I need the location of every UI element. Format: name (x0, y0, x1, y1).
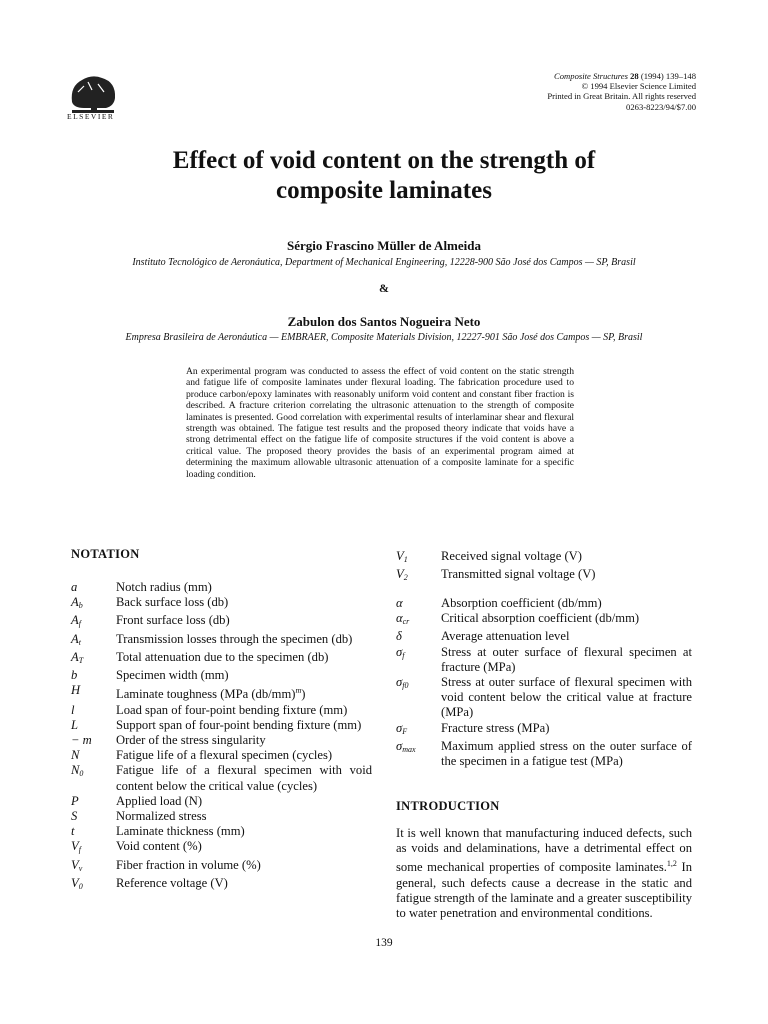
notation-symbol: δ (396, 629, 402, 644)
notation-definition: Total attenuation due to the specimen (db) (116, 649, 329, 664)
introduction-heading: INTRODUCTION (396, 799, 500, 813)
notation-entry (71, 718, 372, 733)
journal-year-pages: (1994) 139–148 (638, 71, 696, 81)
notation-symbol: $A_t$ (71, 631, 81, 647)
notation-entry (396, 567, 692, 585)
notation-definition: Transmitted signal voltage (V) (441, 567, 596, 582)
notation-entry (396, 596, 692, 611)
article-title (0, 146, 768, 206)
copyright: © 1994 Elsevier Science Limited (581, 81, 696, 92)
affiliation-1: Instituto Tecnológico de Aeronáutica, Department of Mechanical Engineering, 12228-900 São José dos Campos — SP, Brasil (132, 257, 636, 268)
notation-definition: Front surface loss (db) (116, 613, 230, 628)
notation-entry (71, 876, 372, 894)
author-2: Zabulon dos Santos Nogueira Neto (287, 314, 481, 329)
notation-entry (396, 629, 692, 644)
notation-entry (396, 645, 692, 675)
notation-symbol: L (71, 717, 79, 732)
notation-definition: Stress at outer surface of flexural specimen with void content below the critical value at fracture (MPa) (441, 675, 692, 720)
notation-entry (71, 703, 372, 718)
notation-definition: Absorption coefficient (db/mm) (441, 596, 602, 610)
notation-definition: Fiber fraction in volume (%) (116, 857, 261, 872)
notation-heading: NOTATION (71, 547, 140, 561)
notation-symbol: b (71, 668, 78, 683)
notation-definition: Laminate toughness (MPa $(db/mm)^m$) (116, 686, 306, 702)
notation-entry (396, 611, 692, 629)
notation-symbol: t (71, 824, 75, 839)
notation-entry (71, 824, 372, 839)
notation-symbol: $A_f$ (71, 613, 81, 629)
abstract-text: An experimental program was conducted to assess the effect of void content on the static strength and fatigue life of composite laminates under flexural loading. The fabrication procedure used to produce carbon/epoxy laminates with reasonably uniform void content and constant fiber fraction is described. A fracture criterion correlating the ultrasonic attenuation to the strength of composite laminates is presented. Good correlation with experimental results of interlaminar shear and flexural strength was obtained. The fatigue test results and the proposed theory indicate that voids have a strong detrimental effect on the fatigue life of composite structures if the void content is above a critical value. The proposed theory provides the basis of an experimental program aimed at determining the maximum allowable ultrasonic attenuation of a composite laminate for a specific loading condition. (186, 366, 574, 480)
notation-symbol: S (71, 809, 78, 824)
notation-definition: Maximum applied stress on the outer surface of the specimen in a fatigue test (MPa) (441, 738, 692, 769)
notation-symbol: l (71, 702, 75, 717)
notation-definition: Average attenuation level (441, 629, 570, 644)
notation-symbol: H (71, 683, 81, 698)
notation-definition: Void content (%) (116, 839, 202, 854)
notation-entry (396, 675, 692, 721)
notation-definition: Reference voltage (V) (116, 875, 228, 890)
journal-volume: 28 (630, 71, 639, 81)
notation-list-left (71, 580, 372, 894)
notation-entry (396, 739, 692, 769)
notation-symbol: $\sigma_{f0}$ (396, 675, 409, 691)
notation-definition: Stress at outer surface of flexural specimen at fracture (MPa) (441, 644, 692, 674)
notation-symbol: $\sigma_f$ (396, 644, 405, 660)
notation-definition: Fatigue life of a flexural specimen with void content below the critical value (cycles) (116, 763, 372, 793)
notation-symbol: $V_0$ (71, 875, 83, 891)
notation-symbol: $\sigma_{max}$ (396, 738, 416, 754)
notation-symbol: $\sigma_F$ (396, 720, 408, 736)
notation-entry (71, 595, 372, 613)
introduction-text: It is well known that manufacturing induced defects, such as voids and delaminations, have a detrimental effect on some mechanical properties of composite laminates.$^{1,2}$ In general, such defects cause a decrease in the static and fatigue strength of the laminate and a greater susceptibility to water penetration and environmental conditions. (396, 826, 693, 921)
notation-entry (71, 650, 372, 668)
notation-entry (71, 668, 372, 683)
notation-entry (71, 733, 372, 748)
notation-symbol: a (71, 580, 78, 594)
author-separator: & (379, 281, 389, 295)
notation-entry (71, 748, 372, 763)
notation-symbol: $\alpha_{cr}$ (396, 611, 410, 627)
notation-symbol: $N_0$ (71, 763, 84, 779)
notation-definition: Received signal voltage (V) (441, 549, 582, 563)
title-line-2: composite laminates (276, 177, 492, 204)
notation-entry (71, 580, 372, 595)
notation-symbol: − m (71, 733, 92, 748)
notation-list-right-greek (396, 596, 692, 769)
notation-entry (71, 858, 372, 876)
notation-definition: Fracture stress (MPa) (441, 720, 550, 735)
notation-definition: Notch radius (mm) (116, 580, 212, 594)
notation-symbol: $V_v$ (71, 857, 83, 873)
notation-symbol: P (71, 793, 79, 808)
notation-definition: Applied load (N) (116, 793, 203, 808)
printed-notice: Printed in Great Britain. All rights reserved (547, 91, 696, 102)
notation-definition: Laminate thickness (mm) (116, 824, 245, 839)
abstract (186, 366, 574, 480)
title-line-1: Effect of void content on the strength of (172, 147, 596, 174)
notation-entry (71, 794, 372, 809)
notation-definition: Specimen width (mm) (116, 668, 229, 683)
author-1: Sérgio Frascino Müller de Almeida (286, 238, 482, 253)
notation-entry (71, 839, 372, 857)
notation-definition: Support span of four-point bending fixture (mm) (116, 717, 362, 732)
notation-entry (396, 549, 692, 567)
notation-definition: Critical absorption coefficient (db/mm) (441, 611, 640, 626)
notation-symbol: $V_f$ (71, 839, 81, 855)
page-number: 139 (375, 937, 393, 949)
notation-definition: Transmission losses through the specimen (db) (116, 631, 353, 646)
notation-entry (396, 721, 692, 739)
notation-symbol: N (71, 748, 80, 763)
notation-symbol: $V_2$ (396, 567, 408, 583)
affiliation-2: Empresa Brasileira de Aeronáutica — EMBRAER, Composite Materials Division, 12227-901 São José dos Campos — SP, Brasil (125, 332, 643, 343)
notation-entry (71, 763, 372, 793)
notation-symbol: $A_b$ (71, 595, 83, 611)
notation-symbol: $V_1$ (396, 549, 408, 564)
notation-entry (71, 809, 372, 824)
notation-definition: Order of the stress singularity (116, 733, 266, 748)
notation-entry (71, 683, 372, 702)
notation-definition: Fatigue life of a flexural specimen (cycles) (116, 748, 333, 763)
journal-info (547, 71, 696, 112)
notation-entry (71, 632, 372, 650)
notation-definition: Load span of four-point bending fixture (mm) (116, 702, 348, 717)
notation-symbol: α (396, 596, 403, 610)
publisher-name: ELSEVIER (67, 112, 115, 121)
notation-definition: Normalized stress (116, 809, 207, 824)
notation-definition: Back surface loss (db) (116, 595, 229, 610)
article-code: 0263-8223/94/$7.00 (626, 101, 696, 112)
journal-name: Composite Structures (554, 71, 628, 81)
notation-entry (71, 613, 372, 631)
notation-symbol: $A_T$ (71, 649, 84, 665)
notation-list-right-voltages (396, 549, 692, 585)
